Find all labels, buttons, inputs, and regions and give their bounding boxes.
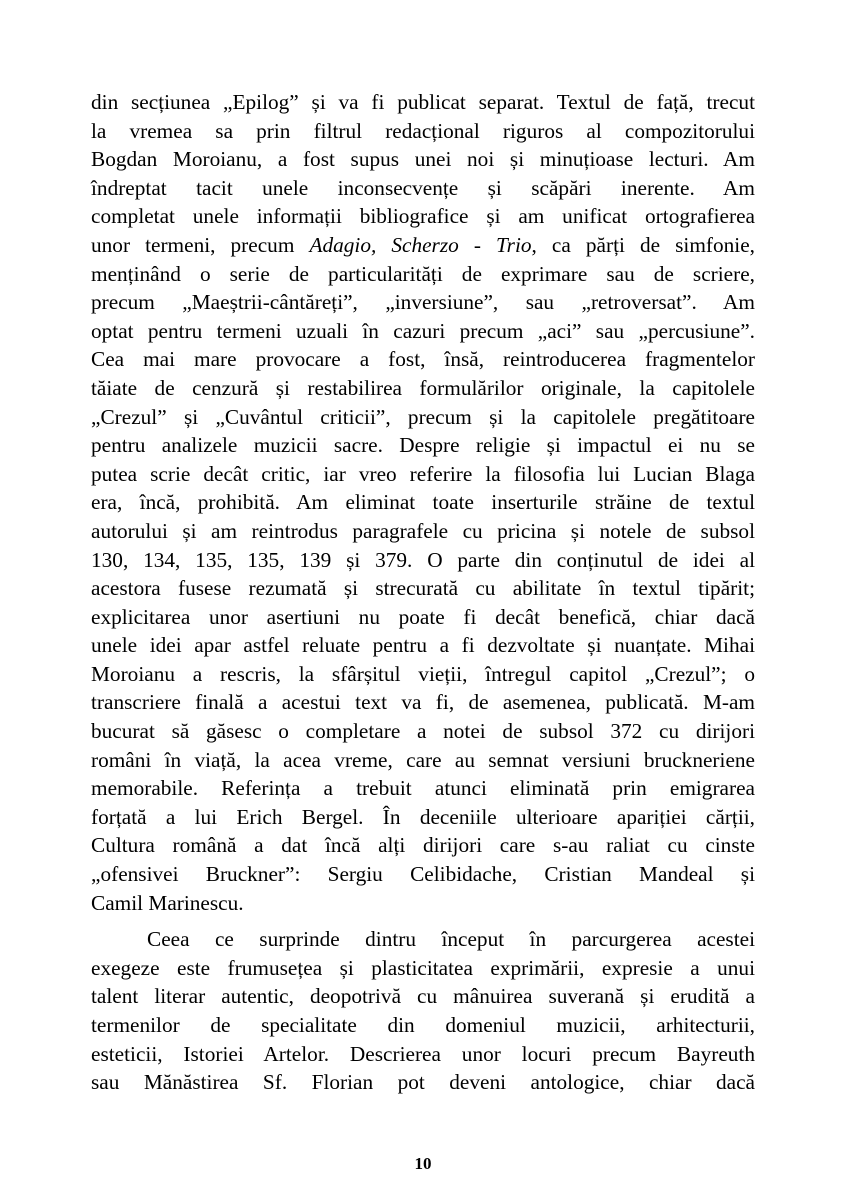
- text-line: completat unele informații bibliografice și am unificat ortografierea: [91, 204, 755, 229]
- text-line: menținând o serie de particularități de exprimare sau de scriere,: [91, 261, 755, 286]
- text-line: 130, 134, 135, 135, 139 și 379. O parte din conținutul de idei al: [91, 547, 755, 572]
- text-line: precum „Maeștrii-cântăreți”, „inversiune”, sau „retroversat”. Am: [91, 290, 755, 315]
- text-line: Cea mai mare provocare a fost, însă, reintroducerea fragmentelor: [91, 347, 755, 372]
- text-line: exegeze este frumusețea și plasticitatea exprimării, expresie a unui: [91, 955, 755, 980]
- text-line: Moroianu a rescris, la sfârșitul vieții, întregul capitol „Crezul”; o: [91, 661, 755, 686]
- text-line: autorului și am reintrodus paragrafele cu pricina și notele de subsol: [91, 518, 755, 543]
- text-line: putea scrie decât critic, iar vreo referire la filosofia lui Lucian Blaga: [91, 461, 755, 486]
- text-line: sau Mănăstirea Sf. Florian pot deveni antologice, chiar dacă: [91, 1070, 755, 1095]
- text-line: Bogdan Moroianu, a fost supus unei noi și minuțioase lecturi. Am: [91, 147, 755, 172]
- text-line-last: Camil Marinescu.: [91, 890, 244, 915]
- text-line: era, încă, prohibită. Am eliminat toate inserturile străine de textul: [91, 490, 755, 515]
- paragraph-1: [91, 88, 755, 917]
- text-line: români în viață, la acea vreme, care au semnat versiuni bruckneriene: [91, 747, 755, 772]
- text-line: talent literar autentic, deopotrivă cu mânuirea suverană și erudită a: [91, 984, 755, 1009]
- text-line: tăiate de cenzură și restabilirea formulărilor originale, la capitolele: [91, 375, 755, 400]
- text-line: bucurat să găsesc o completare a notei de subsol 372 cu dirijori: [91, 719, 755, 744]
- text-line: termenilor de specialitate din domeniul muzicii, arhitecturii,: [91, 1013, 755, 1037]
- text-line: acestora fusese rezumată și strecurată cu abilitate în textul tipărit;: [91, 576, 755, 601]
- text-line: forțată a lui Erich Bergel. În deceniile ulterioare apariției cărții,: [91, 804, 755, 829]
- text-line: Cultura română a dat încă alți dirijori care s-au raliat cu cinste: [91, 833, 755, 858]
- text-line: la vremea sa prin filtrul redacțional riguros al compozitorului: [91, 118, 755, 143]
- body-text: [91, 88, 755, 1097]
- text-line: explicitarea unor asertiuni nu poate fi decât benefică, chiar dacă: [91, 604, 755, 629]
- text-line: unele idei apar astfel reluate pentru a fi dezvoltate și nuanțate. Mihai: [91, 633, 755, 658]
- page-number: 10: [414, 1154, 432, 1173]
- text-line: optat pentru termeni uzuali în cazuri precum „aci” sau „percusiune”.: [91, 318, 755, 343]
- text-line: transcriere finală a acestui text va fi, de asemenea, publicată. M-am: [91, 690, 755, 715]
- text-line: din secțiunea „Epilog” și va fi publicat separat. Textul de față, trecut: [91, 90, 755, 114]
- text-line: esteticii, Istoriei Artelor. Descrierea unor locuri precum Bayreuth: [91, 1041, 755, 1066]
- text-line-indented: Ceea ce surprinde dintru început în parcurgerea acestei: [147, 927, 755, 952]
- italic-term: Adagio, Scherzo - Trio: [309, 232, 532, 257]
- text-run: , ca părți de simfonie,: [531, 232, 755, 257]
- text-line: „Crezul” și „Cuvântul criticii”, precum și la capitolele pregătitoare: [91, 404, 755, 429]
- text-line-with-italics: [91, 231, 755, 260]
- text-line: „ofensivei Bruckner”: Sergiu Celibidache, Cristian Mandeal și: [91, 862, 755, 887]
- text-line: memorabile. Referința a trebuit atunci eliminată prin emigrarea: [91, 776, 755, 801]
- text-line: îndreptat tacit unele inconsecvențe și scăpări inerente. Am: [91, 175, 755, 200]
- text-line: pentru analizele muzicii sacre. Despre religie și impactul ei nu se: [91, 433, 755, 458]
- text-run: unor termeni, precum: [91, 232, 310, 257]
- paragraph-2: [91, 925, 755, 1097]
